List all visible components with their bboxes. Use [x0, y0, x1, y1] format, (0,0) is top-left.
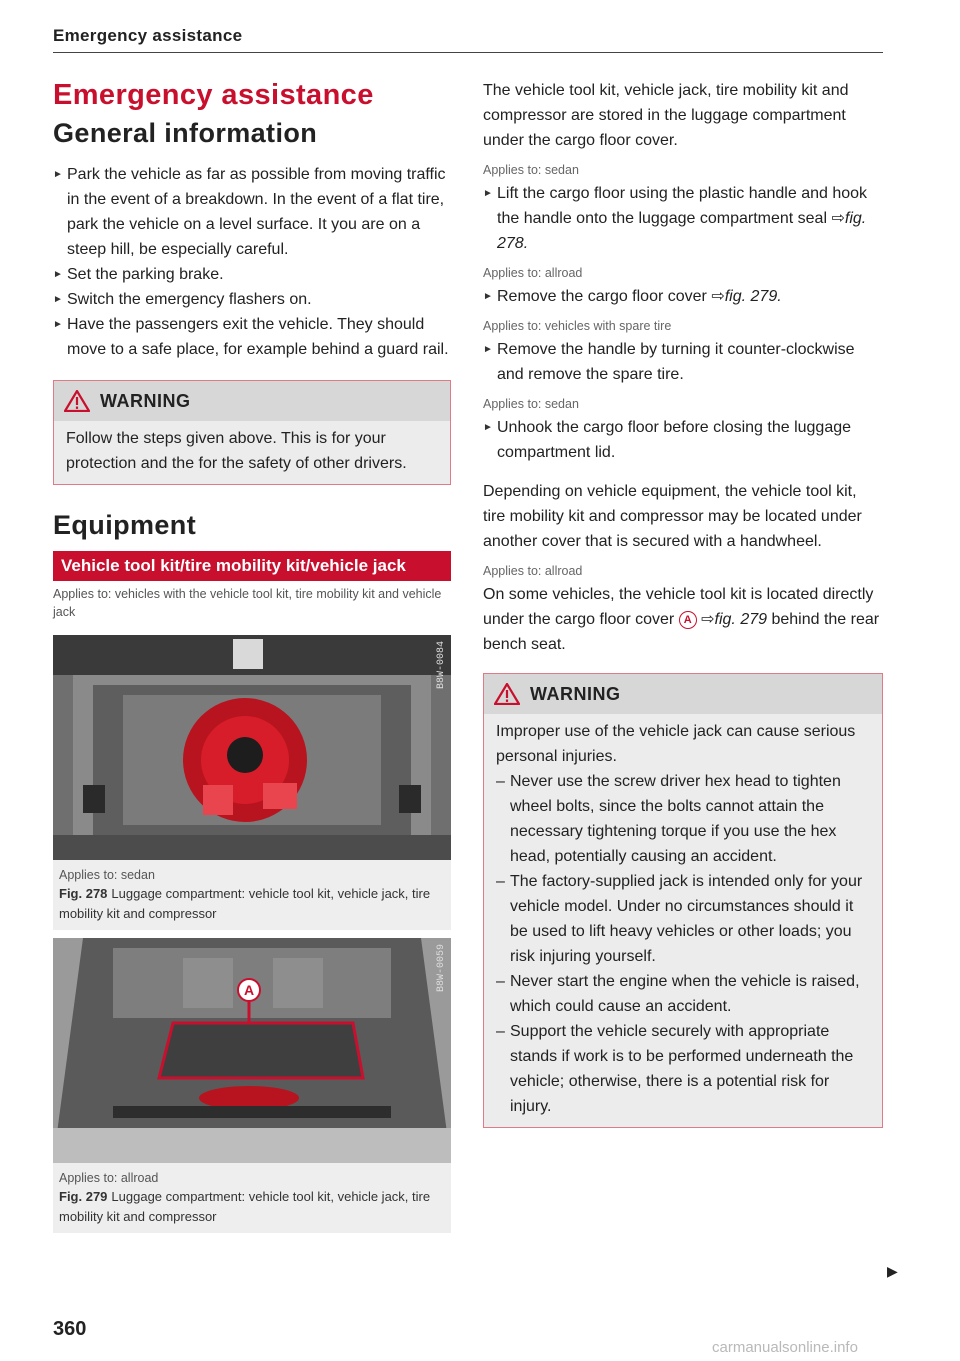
list-item: ► Unhook the cargo floor before closing the luggage compartment lid.: [483, 415, 883, 465]
step-text: Remove the cargo floor cover: [497, 288, 707, 305]
figure-279-caption: [53, 1163, 451, 1233]
warning-body: [484, 714, 882, 1127]
figure-ref-link[interactable]: fig. 279.: [724, 288, 782, 305]
applies-note: Applies to: allroad: [483, 266, 583, 280]
figure-caption-text: Luggage compartment: vehicle tool kit, vehicle jack, tire mobility kit and compressor: [59, 1189, 431, 1224]
sub-title: General information: [53, 118, 318, 148]
figure-ref-link[interactable]: fig. 279: [714, 611, 768, 628]
allroad-paragraph: [483, 582, 883, 657]
applies-note: Applies to: allroad: [483, 564, 583, 578]
steps-list: [483, 337, 883, 387]
image-code: B8W-0059: [436, 944, 447, 993]
ref-arrow-icon: ⇨: [711, 288, 725, 305]
list-item: ► Remove the handle by turning it counter-clockwise and remove the spare tire.: [483, 337, 883, 387]
header-rule: [53, 52, 883, 53]
paragraph-text: behind the rear bench seat.: [483, 611, 880, 653]
figure-278-image: [53, 635, 451, 860]
applies-note: Applies to: sedan: [483, 397, 579, 411]
figure-caption-text: Luggage compartment: vehicle tool kit, vehicle jack, tire mobility kit and compressor: [59, 886, 431, 921]
figure-caption: [59, 884, 445, 924]
steps-list: [53, 162, 451, 362]
step-text: Lift the cargo floor using the plastic handle and hook the handle onto the luggage compartment seal: [497, 185, 868, 227]
warning-box: [483, 673, 883, 1128]
warning-triangle-icon: [494, 683, 520, 705]
steps-list: [483, 284, 883, 309]
warning-box: [53, 380, 451, 485]
figure-applies: Applies to: sedan: [59, 868, 155, 882]
figure-label: Fig. 279: [59, 1189, 108, 1204]
figure-applies: Applies to: allroad: [59, 1171, 159, 1185]
figure-ref-link[interactable]: fig. 278.: [497, 210, 867, 252]
list-item: – The factory-supplied jack is intended only for your vehicle model. Under no circumstances should it be used to lift heavy vehicles or other loads; you risk injuring yourself.: [496, 869, 870, 969]
left-column: [53, 78, 451, 1233]
steps-list: [483, 415, 883, 465]
figure-279-image: [53, 938, 451, 1163]
luggage-allroad-illustration: [53, 938, 451, 1163]
image-code: B8W-0084: [436, 641, 447, 690]
figure-caption: [59, 1187, 445, 1227]
applies-note: Applies to: vehicles with spare tire: [483, 319, 672, 333]
applies-note: Applies to: vehicles with the vehicle tool kit, tire mobility kit and vehicle jack: [53, 587, 442, 619]
figure-label: Fig. 278: [59, 886, 108, 901]
circled-a-icon: A: [679, 611, 697, 629]
page-number: 360: [53, 1318, 87, 1340]
warning-list: [496, 769, 870, 1119]
right-column: [483, 78, 883, 1128]
ref-arrow-icon: ⇨: [831, 210, 845, 227]
warning-body: [54, 421, 450, 484]
warning-header: [484, 674, 882, 714]
luggage-sedan-illustration: [53, 635, 451, 860]
continue-arrow-icon: ▶: [887, 1263, 898, 1279]
section-banner: Vehicle tool kit/tire mobility kit/vehicle jack: [53, 551, 451, 581]
intro-paragraph: The vehicle tool kit, vehicle jack, tire mobility kit and compressor are stored in the luggage compartment under the cargo floor cover.: [483, 82, 849, 149]
section-title: Emergency assistance: [53, 79, 374, 111]
list-item: [483, 181, 883, 256]
ref-arrow-icon: ⇨: [701, 611, 715, 628]
warning-triangle-icon: [64, 390, 90, 412]
list-item: – Never start the engine when the vehicle is raised, which could cause an accident.: [496, 969, 870, 1019]
list-item: ► Set the parking brake.: [53, 262, 451, 287]
running-header: Emergency assistance: [53, 26, 243, 45]
warning-intro: Improper use of the vehicle jack can cause serious personal injuries.: [496, 723, 856, 765]
paragraph-text: On some vehicles, the vehicle tool kit is located directly under the cargo floor cover: [483, 586, 874, 628]
warning-title: WARNING: [530, 683, 621, 704]
warning-text: Follow the steps given above. This is for your protection and the for the safety of other drivers.: [66, 430, 407, 472]
equipment-title: Equipment: [53, 510, 197, 540]
figure-278-caption: [53, 860, 451, 930]
list-item: – Support the vehicle securely with appropriate stands if work is to be performed underneath the vehicle; otherwise, there is a potential risk for injury.: [496, 1019, 870, 1119]
list-item: [483, 284, 883, 309]
steps-list: [483, 181, 883, 256]
list-item: ► Have the passengers exit the vehicle. They should move to a safe place, for example behind a guard rail.: [53, 312, 451, 362]
circled-a-icon: [237, 978, 261, 1002]
warning-header: [54, 381, 450, 421]
watermark: carmanualsonline.info: [712, 1339, 858, 1356]
applies-note: Applies to: sedan: [483, 163, 579, 177]
list-item: – Never use the screw driver hex head to tighten wheel bolts, since the bolts cannot attain the necessary tightening torque if you use the hex head, potentially causing an accident.: [496, 769, 870, 869]
figure-marker: A: [243, 982, 255, 998]
warning-title: WARNING: [100, 390, 191, 411]
equipment-paragraph: Depending on vehicle equipment, the vehicle tool kit, tire mobility kit and compressor may be located under another cover that is secured with a handwheel.: [483, 483, 862, 550]
list-item: ► Park the vehicle as far as possible from moving traffic in the event of a breakdown. In the event of a flat tire, park the vehicle on a level surface. It you are on a steep hill, be especially careful.: [53, 162, 451, 262]
list-item: ► Switch the emergency flashers on.: [53, 287, 451, 312]
